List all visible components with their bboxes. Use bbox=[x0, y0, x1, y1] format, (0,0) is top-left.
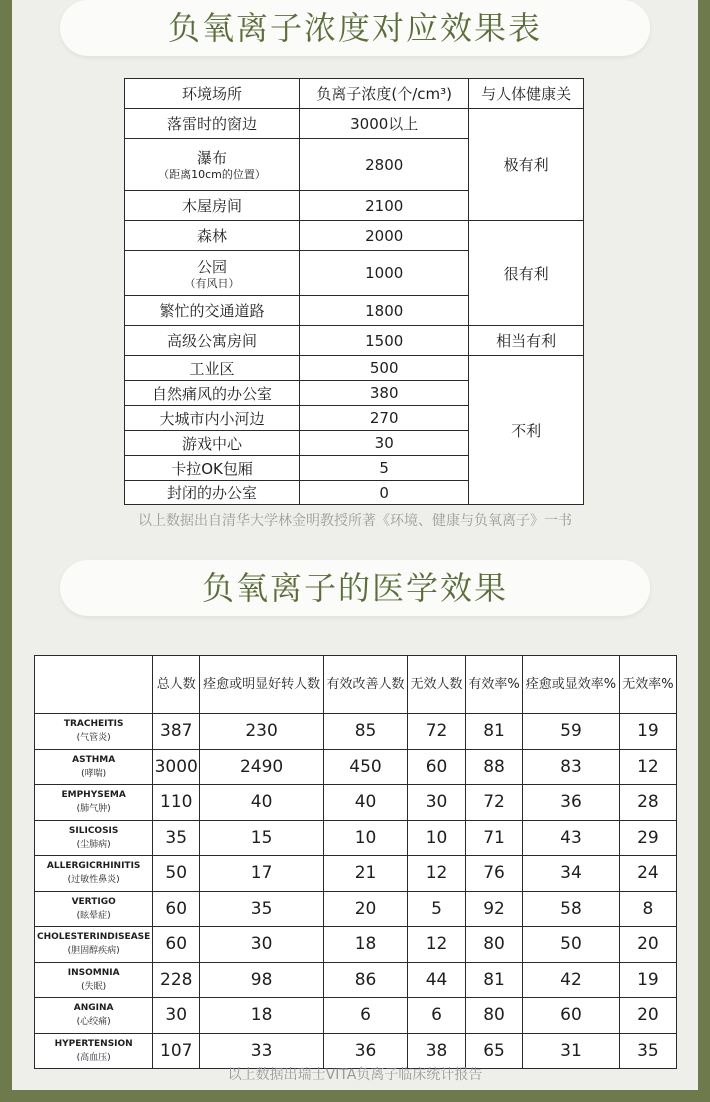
disease-name-en: TRACHEITIS bbox=[63, 719, 124, 730]
table-cell: 15 bbox=[200, 820, 324, 856]
disease-cell bbox=[35, 927, 153, 963]
table-cell: 230 bbox=[200, 714, 324, 750]
table-cell: 387 bbox=[153, 714, 200, 750]
table-cell: 83 bbox=[523, 749, 620, 785]
table-cell-value: 2800 bbox=[300, 139, 469, 191]
table-cell: 30 bbox=[408, 785, 466, 821]
table-cell: 40 bbox=[323, 785, 407, 821]
table-row bbox=[35, 785, 677, 821]
table-cell: 36 bbox=[323, 1033, 407, 1069]
table-cell: 50 bbox=[523, 927, 620, 963]
table-cell-value: 2000 bbox=[300, 221, 469, 251]
table-cell: 33 bbox=[200, 1033, 324, 1069]
table-cell: 110 bbox=[153, 785, 200, 821]
table-cell-value: 0 bbox=[300, 481, 469, 505]
disease-name-en: CHOLESTERINDISEASE bbox=[37, 932, 151, 943]
disease-name-en: ANGINA bbox=[73, 1003, 114, 1014]
table-cell: 19 bbox=[619, 714, 676, 750]
header-ineffective: 无效人数 bbox=[408, 656, 466, 714]
table-cell: 72 bbox=[408, 714, 466, 750]
table-cell-place: 高级公寓房间 bbox=[125, 326, 300, 356]
table-cell: 31 bbox=[523, 1033, 620, 1069]
table-cell: 50 bbox=[153, 856, 200, 892]
table-row bbox=[35, 927, 677, 963]
ion-concentration-table bbox=[124, 78, 584, 505]
table-cell: 35 bbox=[153, 820, 200, 856]
disease-name-zh: (高血压) bbox=[76, 1052, 111, 1063]
disease-name-en: ASTHMA bbox=[72, 754, 116, 765]
table-cell-value: 30 bbox=[300, 431, 469, 456]
table-cell: 228 bbox=[153, 962, 200, 998]
place-note: （有风日） bbox=[184, 276, 240, 290]
table-cell: 44 bbox=[408, 962, 466, 998]
table-cell-place: 游戏中心 bbox=[125, 431, 300, 456]
table-cell-place: 落雷时的窗边 bbox=[125, 109, 300, 139]
table-cell-place: 封闭的办公室 bbox=[125, 481, 300, 505]
disease-name-en: VERTIGO bbox=[71, 896, 116, 907]
disease-name-zh: (肺气肿) bbox=[76, 804, 111, 815]
table-cell: 81 bbox=[465, 714, 522, 750]
header-ineffective-rate: 无效率% bbox=[619, 656, 676, 714]
table-cell: 80 bbox=[465, 998, 522, 1034]
table-row bbox=[35, 714, 677, 750]
disease-name-zh: (心绞痛) bbox=[76, 1017, 111, 1028]
table-cell: 35 bbox=[200, 891, 324, 927]
table-row bbox=[35, 962, 677, 998]
table-cell-value: 2100 bbox=[300, 191, 469, 221]
effect-cell: 不利 bbox=[469, 356, 584, 505]
disease-name-zh: (胆固醇疾病) bbox=[67, 946, 120, 957]
table-cell: 12 bbox=[408, 856, 466, 892]
table-cell: 85 bbox=[323, 714, 407, 750]
table-cell: 98 bbox=[200, 962, 324, 998]
table-cell-place bbox=[125, 139, 300, 191]
disease-name-zh: (尘肺病) bbox=[76, 839, 111, 850]
effect-cell: 极有利 bbox=[469, 109, 584, 221]
table-cell: 86 bbox=[323, 962, 407, 998]
disease-cell bbox=[35, 749, 153, 785]
section2-title: 负氧离子的医学效果 bbox=[60, 560, 650, 616]
table-cell: 30 bbox=[153, 998, 200, 1034]
table-cell-value: 500 bbox=[300, 356, 469, 381]
table-cell: 6 bbox=[408, 998, 466, 1034]
table-cell: 72 bbox=[465, 785, 522, 821]
table-cell: 80 bbox=[465, 927, 522, 963]
header-place: 环境场所 bbox=[125, 79, 300, 109]
medical-effect-table bbox=[34, 655, 677, 1069]
table-cell-value: 1800 bbox=[300, 296, 469, 326]
table-cell: 60 bbox=[523, 998, 620, 1034]
table-cell: 60 bbox=[153, 927, 200, 963]
table-cell: 92 bbox=[465, 891, 522, 927]
disease-name-en: INSOMNIA bbox=[67, 967, 120, 978]
table-cell: 29 bbox=[619, 820, 676, 856]
table-cell: 2490 bbox=[200, 749, 324, 785]
disease-name-zh: (过敏性鼻炎) bbox=[67, 875, 120, 886]
table-cell: 24 bbox=[619, 856, 676, 892]
disease-name-en: ALLERGICRHINITIS bbox=[46, 861, 141, 872]
effect-cell: 很有利 bbox=[469, 221, 584, 326]
table-cell: 21 bbox=[323, 856, 407, 892]
table-cell: 450 bbox=[323, 749, 407, 785]
table-cell-value: 1500 bbox=[300, 326, 469, 356]
source-note: 以上数据出瑞士VITA负离子临床统计报告 bbox=[227, 1067, 483, 1083]
table-cell-place: 森林 bbox=[125, 221, 300, 251]
header-blank bbox=[35, 656, 153, 714]
header-cured: 痊愈或明显好转人数 bbox=[200, 656, 324, 714]
table-cell: 17 bbox=[200, 856, 324, 892]
table-row bbox=[35, 891, 677, 927]
table-cell-place: 自然痛风的办公室 bbox=[125, 381, 300, 406]
disease-cell bbox=[35, 962, 153, 998]
table-cell: 19 bbox=[619, 962, 676, 998]
disease-cell bbox=[35, 820, 153, 856]
table-cell-place: 繁忙的交通道路 bbox=[125, 296, 300, 326]
header-cure-rate: 痊愈或显效率% bbox=[523, 656, 620, 714]
table-cell: 28 bbox=[619, 785, 676, 821]
table-cell: 43 bbox=[523, 820, 620, 856]
table-cell-value: 270 bbox=[300, 406, 469, 431]
table-cell: 81 bbox=[465, 962, 522, 998]
table-cell: 107 bbox=[153, 1033, 200, 1069]
table-cell-place: 大城市内小河边 bbox=[125, 406, 300, 431]
table-cell: 6 bbox=[323, 998, 407, 1034]
table-cell: 59 bbox=[523, 714, 620, 750]
table-cell-place: 工业区 bbox=[125, 356, 300, 381]
place-label: 公园 bbox=[197, 257, 228, 276]
table-cell-value: 1000 bbox=[300, 251, 469, 296]
table-cell: 35 bbox=[619, 1033, 676, 1069]
table-cell-place: 木屋房间 bbox=[125, 191, 300, 221]
table-cell: 20 bbox=[619, 927, 676, 963]
table-cell: 88 bbox=[465, 749, 522, 785]
table-cell: 71 bbox=[465, 820, 522, 856]
table-cell: 5 bbox=[408, 891, 466, 927]
place-note: （距离10cm的位置） bbox=[158, 168, 266, 181]
table-cell: 8 bbox=[619, 891, 676, 927]
table-cell: 38 bbox=[408, 1033, 466, 1069]
disease-name-zh: (哮喘) bbox=[81, 768, 107, 779]
header-improved: 有效改善人数 bbox=[323, 656, 407, 714]
table-cell: 3000 bbox=[153, 749, 200, 785]
table-cell: 40 bbox=[200, 785, 324, 821]
disease-name-zh: (失眠) bbox=[81, 981, 107, 992]
header-health: 与人体健康关 bbox=[469, 79, 584, 109]
disease-cell bbox=[35, 998, 153, 1034]
table-cell-place: 卡拉OK包厢 bbox=[125, 456, 300, 481]
table-row bbox=[35, 998, 677, 1034]
section1-title: 负氧离子浓度对应效果表 bbox=[60, 0, 650, 56]
disease-cell bbox=[35, 785, 153, 821]
table-cell: 60 bbox=[408, 749, 466, 785]
disease-name-en: HYPERTENSION bbox=[54, 1038, 133, 1049]
source-note: 以上数据出自清华大学林金明教授所著《环境、健康与负氧离子》一书 bbox=[138, 513, 572, 529]
table-cell: 42 bbox=[523, 962, 620, 998]
table-cell-value: 5 bbox=[300, 456, 469, 481]
table-row bbox=[35, 856, 677, 892]
disease-name-zh: (气管炎) bbox=[76, 733, 111, 744]
disease-cell bbox=[35, 856, 153, 892]
disease-name-en: EMPHYSEMA bbox=[61, 790, 126, 801]
table-cell: 36 bbox=[523, 785, 620, 821]
table-cell: 12 bbox=[408, 927, 466, 963]
table-cell: 10 bbox=[408, 820, 466, 856]
header-total: 总人数 bbox=[153, 656, 200, 714]
table-cell: 18 bbox=[200, 998, 324, 1034]
table-row bbox=[35, 749, 677, 785]
header-concentration: 负离子浓度(个/cm³) bbox=[300, 79, 469, 109]
table-cell: 12 bbox=[619, 749, 676, 785]
table-cell: 60 bbox=[153, 891, 200, 927]
table-cell: 20 bbox=[619, 998, 676, 1034]
table-cell: 30 bbox=[200, 927, 324, 963]
table-cell-value: 3000以上 bbox=[300, 109, 469, 139]
table-cell: 10 bbox=[323, 820, 407, 856]
disease-name-en: SILICOSIS bbox=[68, 825, 119, 836]
disease-cell bbox=[35, 891, 153, 927]
table-cell-value: 380 bbox=[300, 381, 469, 406]
table-cell: 65 bbox=[465, 1033, 522, 1069]
place-label: 瀑布 bbox=[197, 149, 228, 167]
table-cell: 18 bbox=[323, 927, 407, 963]
header-effective-rate: 有效率% bbox=[465, 656, 522, 714]
disease-cell bbox=[35, 714, 153, 750]
table-cell: 76 bbox=[465, 856, 522, 892]
table-cell: 20 bbox=[323, 891, 407, 927]
table-row bbox=[35, 820, 677, 856]
table-cell-place bbox=[125, 251, 300, 296]
table-cell: 34 bbox=[523, 856, 620, 892]
disease-name-zh: (眩晕症) bbox=[76, 910, 111, 921]
effect-cell: 相当有利 bbox=[469, 326, 584, 356]
table-cell: 58 bbox=[523, 891, 620, 927]
